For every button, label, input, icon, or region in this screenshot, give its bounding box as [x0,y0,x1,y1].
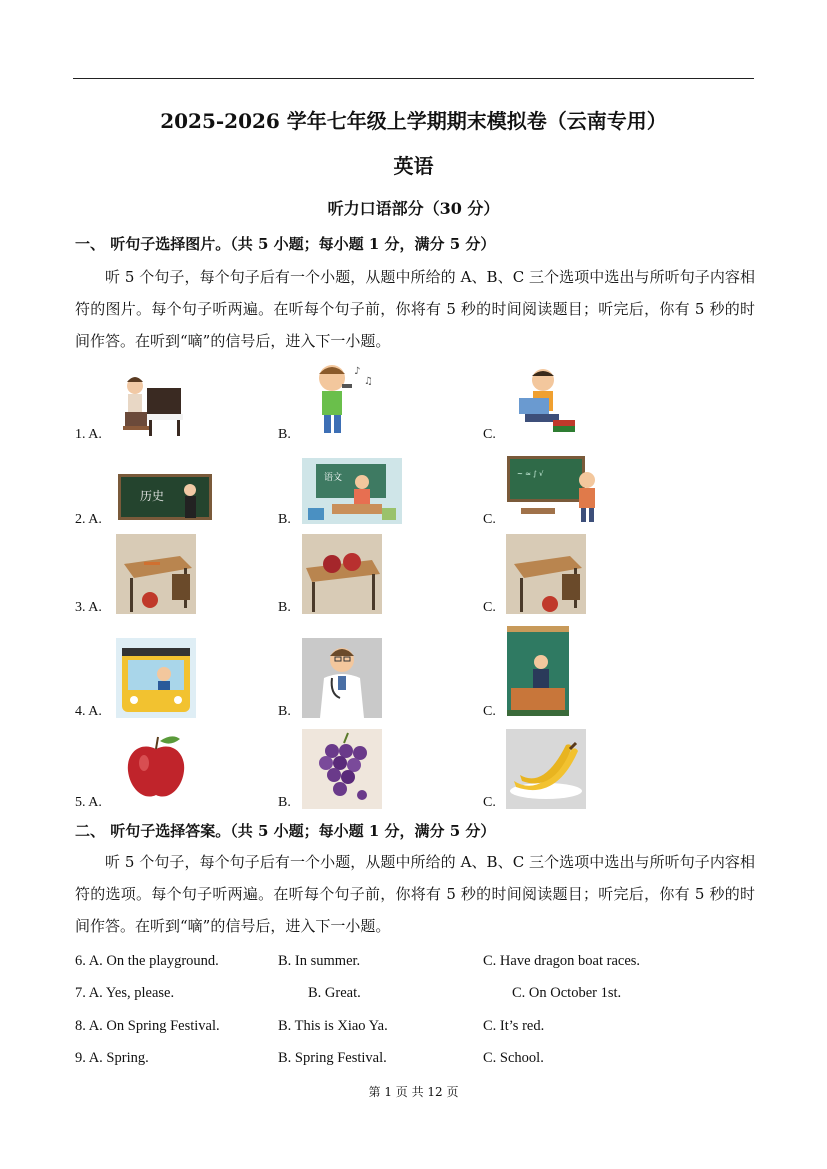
grapes-icon [302,729,382,809]
q1-label-b: B. [278,427,291,442]
q8-option-b: B. This is Xiao Ya. [278,1018,388,1034]
bananas-icon [506,729,586,809]
q2-label-c: C. [483,512,496,527]
q1-label-c: C. [483,427,496,442]
history-class-icon [116,472,214,524]
q1-label-a: 1. A. [75,427,102,442]
section2-instructions: 听 5 个句子，每个句子后有一个小题，从题中所给的 A、B、C 三个选项中选出与所听句子内容相符的选项。每个句子听两遍。在听每个句子前，你将有 5 秒的时间阅读题目；听完后，你有 5 秒的时间作答。在听到“嘀”的信号后，进入下一小题。 [75,853,755,935]
header-rule [73,78,754,79]
q2-label-b: B. [278,512,291,527]
q5-label-a: 5. A. [75,795,102,810]
q9-option-a: 9. A. Spring. [75,1050,149,1066]
apple-on-desk-icon [116,534,196,614]
q8-option-a: 8. A. On Spring Festival. [75,1018,220,1034]
q8-option-c: C. It’s red. [483,1018,545,1034]
section2-heading: 二、 听句子选择答案。（共 5 小题；每小题 1 分，满分 5 分） [75,822,496,840]
piano-icon [115,368,185,438]
svg-text:♫: ♫ [364,376,373,387]
section1-heading: 一、 听句子选择图片。（共 5 小题；每小题 1 分，满分 5 分） [75,235,496,253]
subject-title: 英语 [393,154,434,178]
q3-label-a: 3. A. [75,600,102,615]
bus-driver-icon [116,638,196,718]
teacher-icon [507,626,569,716]
q6-option-b: B. In summer. [278,953,361,969]
q3-label-c: C. [483,600,496,615]
q6-option-c: C. Have dragon boat races. [483,953,641,969]
doctor-icon [302,638,382,718]
q4-label-a: 4. A. [75,704,102,719]
q4-label-b: B. [278,704,291,719]
svg-text:语文: 语文 [324,473,343,483]
apples-on-desk-icon [302,534,382,614]
q6-option-a: 6. A. On the playground. [75,953,219,969]
q5-label-b: B. [278,795,291,810]
q4-label-c: C. [483,704,496,719]
teacher-blackboard-icon [507,454,603,524]
page-footer: 第 1 页 共 12 页 [368,1085,459,1099]
q9-option-b: B. Spring Festival. [278,1050,387,1066]
svg-text:历史: 历史 [140,489,165,503]
part-title: 听力口语部分（30 分） [327,199,500,218]
section1-instructions: 听 5 个句子，每个句子后有一个小题，从题中所给的 A、B、C 三个选项中选出与所听句子内容相符的图片。每个句子听两遍。在听每个句子前，你将有 5 秒的时间阅读题目；听完后，你有 5 秒的时间作答。在听到“嘀”的信号后，进入下一小题。 [75,268,755,350]
svg-text:♪: ♪ [354,366,361,377]
q7-option-c: C. On October 1st. [512,985,622,1001]
chinese-class-icon [302,458,402,524]
q2-label-a: 2. A. [75,512,102,527]
singing-icon [302,360,374,438]
q3-label-b: B. [278,600,291,615]
q5-label-c: C. [483,795,496,810]
q9-option-c: C. School. [483,1050,544,1066]
apple-under-desk-icon [506,534,586,614]
q7-option-a: 7. A. Yes, please. [75,985,175,1001]
q7-option-b: B. Great. [308,985,361,1001]
apple-icon [116,729,196,809]
exam-title: 2025-2026 学年七年级上学期期末模拟卷（云南专用） [160,109,667,133]
reading-icon [505,366,577,438]
svg-text:~ ≈ ∫ √: ~ ≈ ∫ √ [517,470,544,478]
